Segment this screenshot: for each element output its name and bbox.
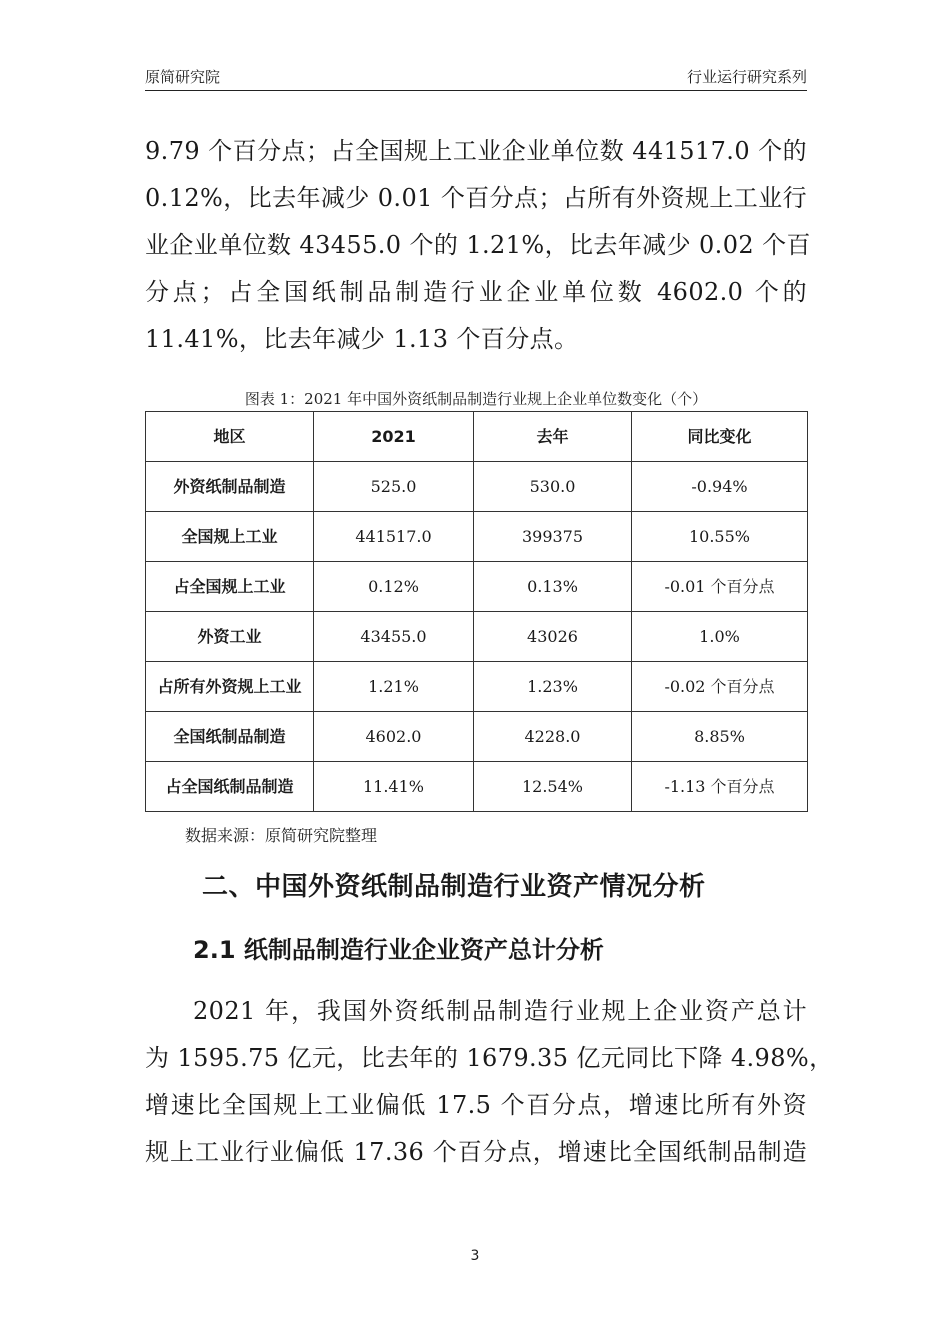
paragraph-line: 0.12%，比去年减少 0.01 个百分点；占所有外资规上工业行	[145, 184, 807, 212]
table-cell: 10.55%	[632, 512, 808, 562]
paragraph-line: 2021 年，我国外资纸制品制造行业规上企业资产总计	[193, 997, 807, 1025]
table-row	[146, 712, 808, 762]
table-caption: 图表 1：2021 年中国外资纸制品制造行业规上企业单位数变化（个）	[244, 390, 708, 408]
table-cell: -0.94%	[632, 462, 808, 512]
table-cell: 1.21%	[314, 662, 474, 712]
paragraph-line: 9.79 个百分点；占全国规上工业企业单位数 441517.0 个的	[145, 137, 807, 165]
table-row	[146, 462, 808, 512]
table-cell: 0.12%	[314, 562, 474, 612]
table-cell: 11.41%	[314, 762, 474, 812]
table-cell: 441517.0	[314, 512, 474, 562]
paragraph-line: 增速比全国规上工业偏低 17.5 个百分点，增速比所有外资	[145, 1091, 807, 1119]
table-cell: 12.54%	[474, 762, 632, 812]
section-heading: 二、中国外资纸制品制造行业资产情况分析	[202, 872, 706, 902]
paragraph-line: 业企业单位数 43455.0 个的 1.21%，比去年减少 0.02 个百	[145, 231, 811, 259]
row-label: 全国规上工业	[146, 512, 314, 562]
table-row	[146, 662, 808, 712]
row-label: 占全国纸制品制造	[146, 762, 314, 812]
header-series-name: 行业运行研究系列	[686, 68, 807, 86]
table-row	[146, 562, 808, 612]
table-row	[146, 612, 808, 662]
table-header-row	[146, 412, 808, 462]
paragraph-line: 规上工业行业偏低 17.36 个百分点，增速比全国纸制品制造	[145, 1138, 807, 1166]
subsection-heading: 2.1 纸制品制造行业企业资产总计分析	[193, 936, 604, 964]
row-label: 外资纸制品制造	[146, 462, 314, 512]
table-cell: 43026	[474, 612, 632, 662]
table-cell: 530.0	[474, 462, 632, 512]
table-cell: 1.23%	[474, 662, 632, 712]
table-cell: -1.13 个百分点	[632, 762, 808, 812]
row-label: 占全国规上工业	[146, 562, 314, 612]
column-header: 去年	[474, 412, 632, 462]
table-cell: 525.0	[314, 462, 474, 512]
page-header	[145, 64, 807, 91]
table-cell: 399375	[474, 512, 632, 562]
table-cell: 4602.0	[314, 712, 474, 762]
paragraph-line: 为 1595.75 亿元，比去年的 1679.35 亿元同比下降 4.98%，	[145, 1044, 834, 1072]
table-row	[146, 512, 808, 562]
paragraph-line: 分点；占全国纸制品制造行业企业单位数 4602.0 个的	[145, 278, 807, 306]
row-label: 外资工业	[146, 612, 314, 662]
table-cell: -0.01 个百分点	[632, 562, 808, 612]
row-label: 全国纸制品制造	[146, 712, 314, 762]
table-row	[146, 762, 808, 812]
column-header: 2021	[314, 412, 474, 462]
column-header: 地区	[146, 412, 314, 462]
column-header: 同比变化	[632, 412, 808, 462]
paragraph-2	[145, 988, 834, 1176]
data-table	[145, 411, 808, 812]
row-label: 占所有外资规上工业	[146, 662, 314, 712]
paragraph-line: 11.41%，比去年减少 1.13 个百分点。	[145, 325, 579, 353]
data-source-note: 数据来源：原简研究院整理	[185, 826, 378, 845]
table-cell: -0.02 个百分点	[632, 662, 808, 712]
page-number: 3	[470, 1248, 480, 1264]
table-cell: 43455.0	[314, 612, 474, 662]
paragraph-1	[145, 128, 811, 363]
table-cell: 1.0%	[632, 612, 808, 662]
header-org-name: 原简研究院	[145, 68, 221, 86]
table-cell: 0.13%	[474, 562, 632, 612]
table-cell: 4228.0	[474, 712, 632, 762]
table-cell: 8.85%	[632, 712, 808, 762]
